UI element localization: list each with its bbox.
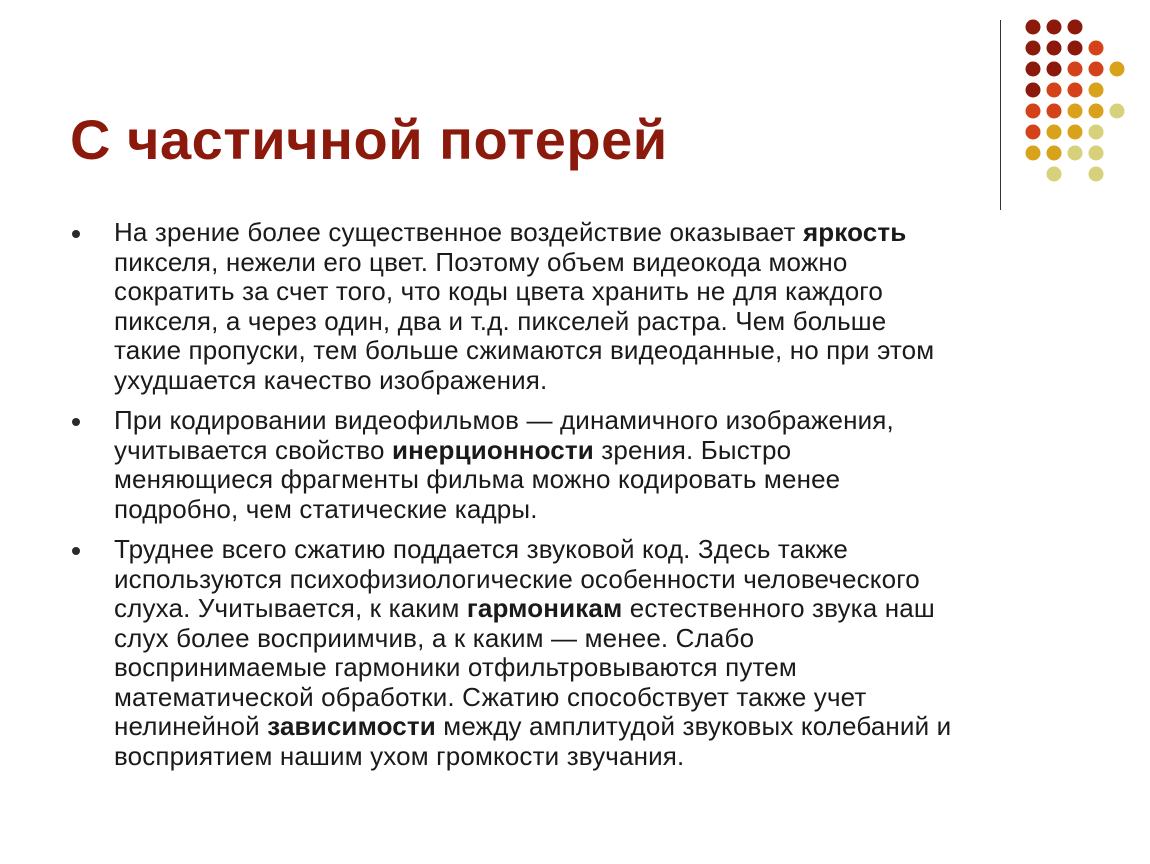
text-segment: меняющиеся фрагменты фильма можно кодировать менее	[114, 464, 841, 494]
bold-term: яркость	[802, 217, 907, 247]
bullet-line	[114, 535, 1102, 565]
decorative-dot	[1047, 125, 1062, 140]
bullet-line	[114, 565, 1102, 595]
bullet-line	[114, 218, 1102, 248]
bullet-dot-icon	[72, 418, 80, 426]
vertical-divider	[1000, 20, 1001, 210]
text-segment: сократить за счет того, что коды цвета хранить не для каждого	[114, 276, 883, 306]
decorative-dot	[1026, 62, 1041, 77]
bullet-line	[114, 594, 1102, 624]
decorative-dot	[1047, 83, 1062, 98]
bullet-item	[72, 218, 1102, 395]
text-segment: такие пропуски, тем больше сжимаются видеоданные, но при этом	[114, 335, 935, 365]
text-segment: между амплитудой звуковых колебаний и	[435, 711, 952, 741]
bullet-line	[114, 436, 1102, 466]
bullet-line	[114, 366, 1102, 396]
text-segment: слуха. Учитывается, к каким	[114, 593, 467, 623]
decorative-dot	[1026, 104, 1041, 119]
text-segment: При кодировании видеофильмов — динамичного изображения,	[114, 405, 894, 435]
bullet-line	[114, 683, 1102, 713]
text-segment: Труднее всего сжатию поддается звуковой код. Здесь также	[114, 534, 848, 564]
decorative-dot	[1068, 41, 1083, 56]
bullet-line	[114, 336, 1102, 366]
text-segment: математической обработки. Сжатию способствует также учет	[114, 681, 867, 712]
text-segment: подробно, чем статические кадры.	[114, 493, 538, 524]
decorative-dot	[1068, 125, 1083, 140]
text-segment: ухудшается качество изображения.	[114, 364, 548, 395]
bold-term: зависимости	[267, 711, 436, 741]
text-segment: пикселя, нежели его цвет. Поэтому объем видеокода можно	[114, 246, 848, 277]
decorative-dot	[1089, 41, 1104, 56]
decorative-dot	[1068, 62, 1083, 77]
decorative-dot	[1026, 125, 1041, 140]
decorative-dot	[1026, 146, 1041, 161]
decorative-dot	[1047, 146, 1062, 161]
text-segment: зрения. Быстро	[593, 434, 792, 465]
decorative-dot	[1047, 104, 1062, 119]
bullet-item	[72, 406, 1102, 524]
text-segment: На зрение более существенное воздействие оказывает	[114, 217, 803, 247]
text-segment: нелинейной	[114, 711, 268, 741]
text-segment: пикселя, а через один, два и т.д. пикселей растра. Чем больше	[114, 305, 887, 336]
slide-title: С частичной потерей	[70, 108, 668, 171]
decorative-dot	[1047, 20, 1062, 35]
text-segment: воспринимаемые гармоники отфильтровываются путем	[114, 652, 797, 682]
bullet-item	[72, 535, 1102, 771]
decorative-dot	[1089, 83, 1104, 98]
bullet-dot-icon	[72, 547, 80, 555]
bold-term: инерционности	[391, 434, 594, 465]
decorative-dot	[1047, 62, 1062, 77]
bullet-list	[72, 218, 1102, 782]
decorative-dot	[1110, 104, 1125, 119]
text-segment: используются психофизиологические особенности человеческого	[114, 563, 920, 594]
bullet-line	[114, 248, 1102, 278]
decorative-dot	[1047, 167, 1062, 182]
decorative-dot	[1068, 83, 1083, 98]
text-segment: восприятием нашим ухом громкости звучания.	[114, 740, 685, 771]
decorative-dot	[1110, 62, 1125, 77]
bullet-line	[114, 406, 1102, 436]
bullet-line	[114, 307, 1102, 337]
decorative-dot	[1026, 41, 1041, 56]
text-segment: учитывается свойство	[114, 434, 392, 465]
bullet-line	[114, 653, 1102, 683]
decorative-dot	[1089, 146, 1104, 161]
decorative-dot	[1047, 41, 1062, 56]
text-segment: естественного звука наш	[622, 593, 935, 623]
decorative-dot	[1089, 125, 1104, 140]
decorative-dot	[1089, 167, 1104, 182]
decorative-dot	[1089, 62, 1104, 77]
decorative-dot	[1068, 146, 1083, 161]
decorative-dot	[1068, 20, 1083, 35]
decorative-dot	[1068, 104, 1083, 119]
bullet-line	[114, 495, 1102, 525]
bullet-line	[114, 624, 1102, 654]
decorative-dot	[1026, 20, 1041, 35]
decorative-dot	[1026, 83, 1041, 98]
bullet-line	[114, 465, 1102, 495]
bullet-dot-icon	[72, 230, 80, 238]
bullet-line	[114, 742, 1102, 772]
decorative-dot	[1089, 104, 1104, 119]
text-segment: слух более восприимчив, а к каким — менее. Слабо	[114, 622, 755, 653]
bullet-line	[114, 712, 1102, 742]
bullet-line	[114, 277, 1102, 307]
bold-term: гармоникам	[466, 593, 623, 623]
